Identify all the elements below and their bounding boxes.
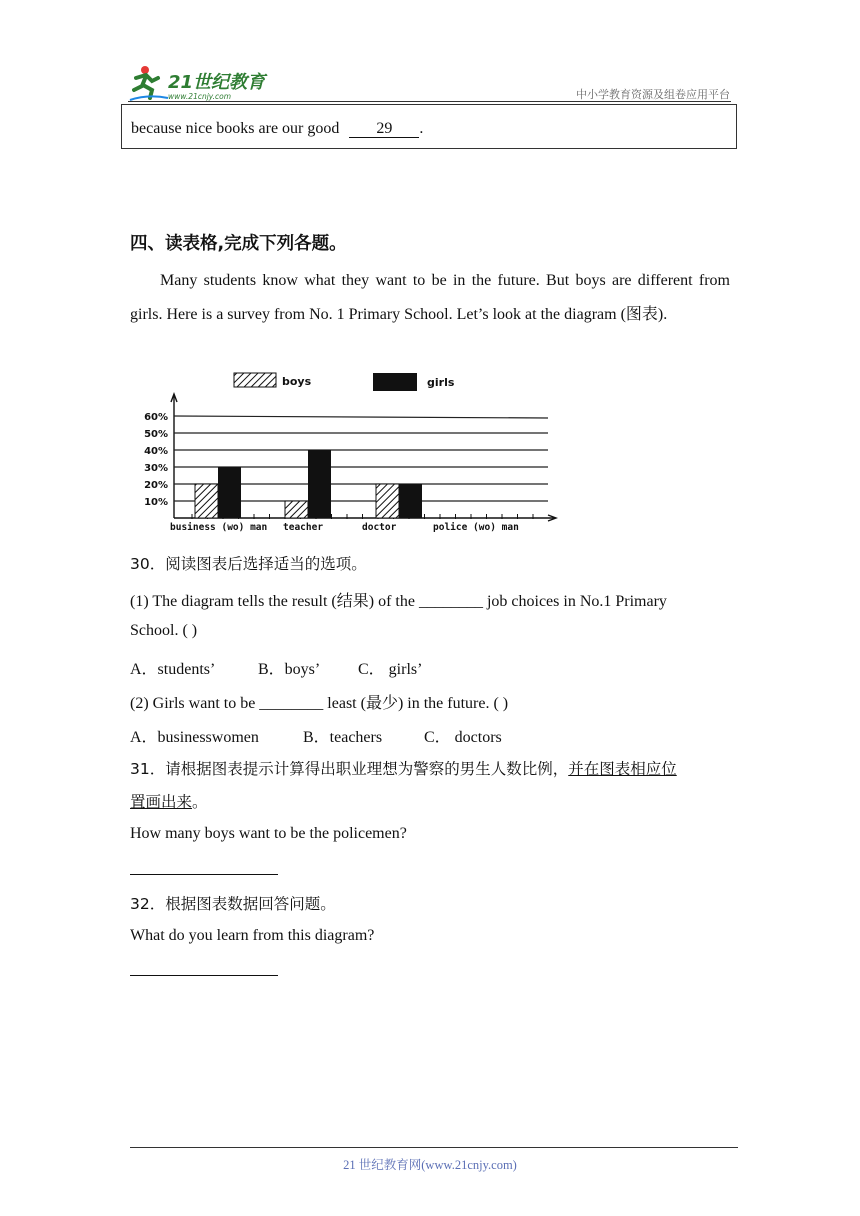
- bar-girls-1: [308, 450, 331, 518]
- legend-swatch-girls: [373, 373, 417, 391]
- q30-2-line: (2) Girls want to be ________ least (最少) in the future. ( ): [130, 695, 509, 712]
- q30-title: 30．阅读图表后选择适当的选项。: [130, 555, 367, 573]
- site-logo: [128, 64, 278, 104]
- chart-bars: [195, 450, 422, 518]
- legend-swatch-boys: [234, 373, 276, 387]
- q31-instruction-end: 。: [192, 793, 208, 811]
- y-tick-label: 40%: [144, 446, 168, 457]
- section-title: 四、读表格,完成下列各题。: [130, 234, 347, 254]
- logo-text: 21世纪教育: [168, 72, 266, 93]
- y-tick-label: 60%: [144, 412, 168, 423]
- footer-divider: [130, 1147, 738, 1148]
- q31-instruction-line2: [130, 790, 208, 812]
- header-divider: [128, 101, 731, 102]
- x-axis-labels: [170, 522, 519, 533]
- q30-1-option-a: A．students’: [130, 661, 216, 678]
- y-axis-ticks: [144, 412, 168, 508]
- q31-instruction-line1: [130, 757, 677, 779]
- bar-boys-0: [195, 484, 218, 518]
- bar-girls-2: [399, 484, 422, 518]
- runner-icon: [130, 66, 168, 100]
- y-tick-label: 30%: [144, 463, 168, 474]
- box-text-before: because nice books are our good: [131, 120, 340, 137]
- q32-question: What do you learn from this diagram?: [130, 927, 375, 944]
- blank-29: 29: [349, 121, 419, 138]
- q30-1-line1: (1) The diagram tells the result (结果) of the ________ job choices in No.1 Primary: [130, 593, 667, 610]
- q30-2-option-c: C． doctors: [424, 729, 502, 746]
- x-tick-label: doctor: [362, 522, 397, 533]
- box-sentence: [131, 120, 423, 138]
- q30-1-option-b: B．boys’: [258, 661, 321, 678]
- footer-text: 21 世纪教育网(www.21cnjy.com): [343, 1158, 517, 1172]
- header-right-text: 中小学教育资源及组卷应用平台: [576, 88, 730, 101]
- q31-question: How many boys want to be the policemen?: [130, 825, 407, 842]
- x-tick-label: police (wo) man: [433, 522, 519, 533]
- bar-boys-1: [285, 501, 308, 518]
- legend-label-boys: boys: [282, 375, 312, 388]
- q31-instruction-plain: 31．请根据图表提示计算得出职业理想为警察的男生人数比例，: [130, 760, 569, 778]
- q32-answer-line[interactable]: [130, 975, 278, 976]
- q31-instruction-underlined-2: 置画出来: [130, 793, 193, 811]
- q31-instruction-underlined-1: 并在图表相应位: [568, 760, 677, 778]
- intro-paragraph: Many students know what they want to be in the future. But boys are different from girls. Here is a survey from No. 1 Primary School. Let’s look at the diagram (图表).: [130, 272, 730, 323]
- legend-label-girls: girls: [427, 376, 455, 389]
- answer-box: [121, 104, 737, 149]
- box-text-after: .: [419, 120, 424, 137]
- q30-2-option-b: B．teachers: [303, 729, 383, 746]
- logo-url: www.21cnjy.com: [168, 92, 232, 101]
- gridline-60%: [174, 416, 548, 418]
- q30-2-option-a: A．businesswomen: [130, 729, 259, 746]
- q32-title: 32．根据图表数据回答问题。: [130, 895, 336, 913]
- bar-girls-0: [218, 467, 241, 518]
- x-tick-label: business (wo) man: [170, 522, 268, 533]
- bar-boys-2: [376, 484, 399, 518]
- q31-answer-line[interactable]: [130, 874, 278, 875]
- q30-1-option-c: C． girls’: [358, 661, 423, 678]
- q30-1-line2: School. ( ): [130, 622, 198, 639]
- y-tick-label: 20%: [144, 480, 168, 491]
- x-tick-label: teacher: [283, 522, 324, 533]
- y-tick-label: 10%: [144, 497, 168, 508]
- y-tick-label: 50%: [144, 429, 168, 440]
- chart-legend: [234, 373, 455, 391]
- bar-chart: [130, 366, 570, 538]
